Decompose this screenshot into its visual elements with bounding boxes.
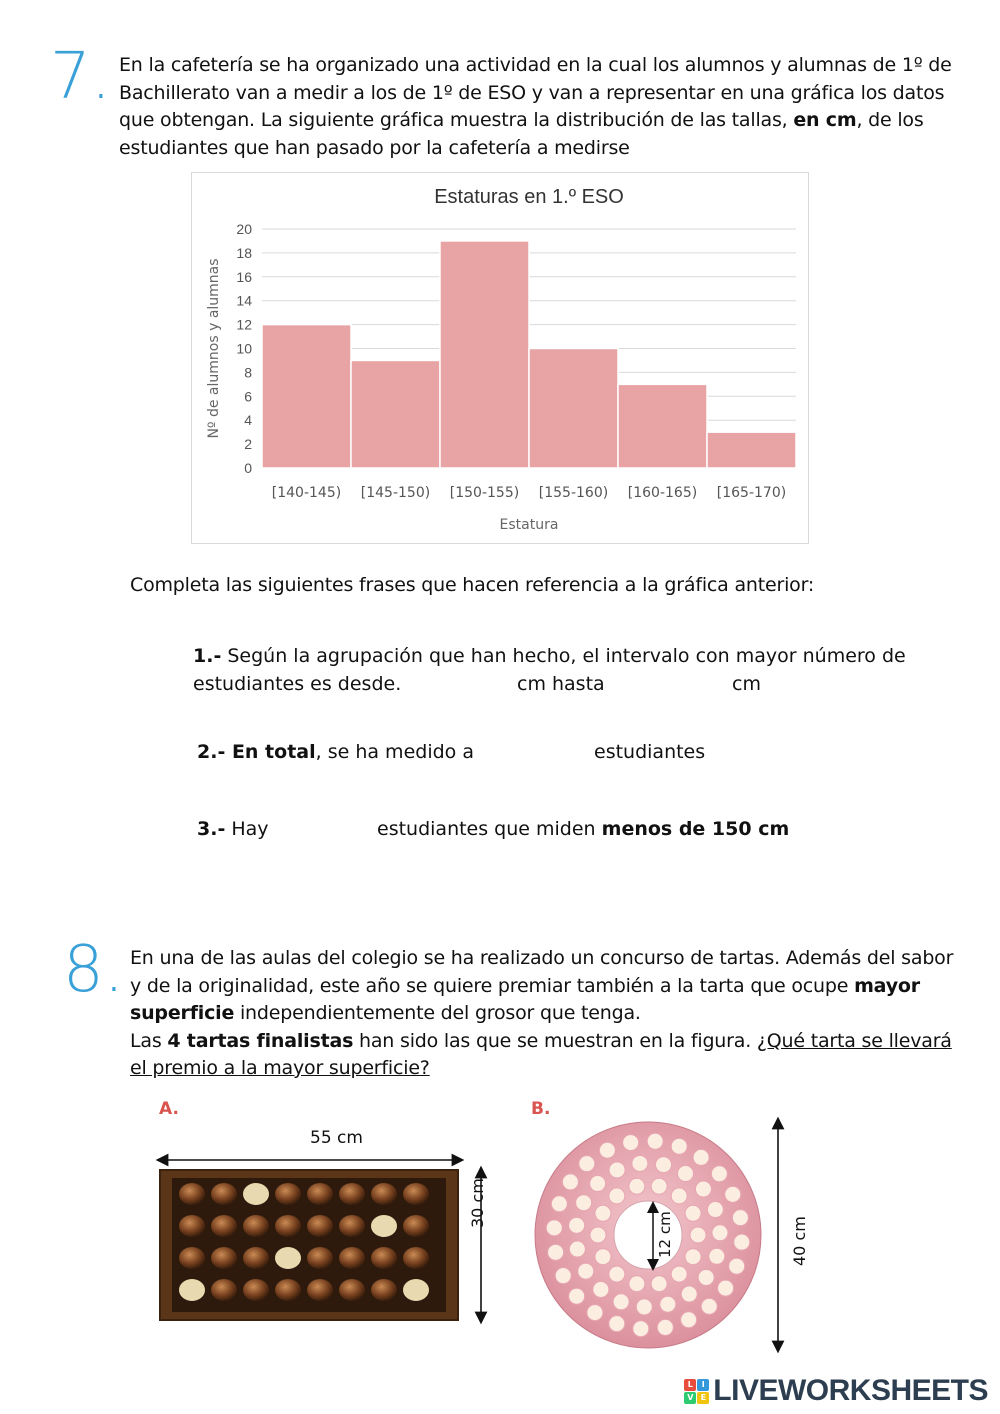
figure-a-width: 55 cm [310, 1128, 363, 1148]
sprinkle-ball [685, 1205, 701, 1221]
sprinkle-ball [629, 1178, 645, 1194]
sprinkle-ball [569, 1241, 585, 1257]
sprinkle-ball [671, 1188, 687, 1204]
p1-text: En una de las aulas del colegio se ha realizado un concurso de tartas. Además del sabor y de la originalidad, este año se quiere premiar también a la tarta que ocupe [130, 947, 954, 997]
bar [529, 349, 618, 469]
q3-bold: menos de 150 cm [601, 818, 790, 840]
sprinkle-ball [647, 1133, 663, 1149]
bar [262, 325, 351, 468]
chocolate-piece [371, 1183, 397, 1205]
bar [351, 360, 440, 468]
intro-bold: en cm [793, 109, 857, 131]
sprinkle-ball [709, 1248, 725, 1264]
sprinkle-ball [711, 1166, 727, 1182]
x-tick-label: [145-150) [360, 485, 431, 501]
p1-bold: mayor superficie [130, 974, 920, 1024]
sprinkle-ball [579, 1156, 595, 1172]
exercise-7-prompt: Completa las siguientes frases que hacen referencia a la gráfica anterior: [130, 574, 815, 596]
sprinkle-ball [681, 1312, 697, 1328]
x-tick-label: [160-165) [627, 485, 698, 501]
chocolate-piece [211, 1183, 237, 1205]
figure-b-label: B. [531, 1099, 551, 1119]
chart-frame [191, 172, 809, 544]
sprinkle-ball [657, 1319, 673, 1335]
x-tick-label: [165-170) [716, 485, 787, 501]
q3-mid: estudiantes que miden [377, 818, 596, 840]
sprinkle-ball [681, 1286, 697, 1302]
exercise-7-intro [119, 52, 959, 162]
sprinkle-ball [690, 1227, 706, 1243]
intro-text-end: , de los estudiantes que han pasado por la cafetería a medirse [119, 109, 924, 159]
question-3 [197, 815, 269, 843]
chocolate-piece [307, 1279, 333, 1301]
logo-cell-v: V [684, 1392, 696, 1404]
y-tick-label: 16 [236, 268, 252, 285]
chocolate-piece [275, 1279, 301, 1301]
chocolate-piece [403, 1215, 429, 1237]
chocolate-piece [275, 1183, 301, 1205]
sprinkle-ball [609, 1188, 625, 1204]
sprinkle-ball [609, 1162, 625, 1178]
chocolate-piece [403, 1183, 429, 1205]
chocolate-piece [243, 1183, 269, 1205]
figure-a-height: 30 cm [468, 1178, 487, 1228]
question-1 [193, 642, 953, 670]
chocolate-piece [371, 1215, 397, 1237]
q1-text: Según la agrupación que han hecho, el intervalo con mayor número de [221, 645, 906, 667]
sprinkle-ball [569, 1217, 585, 1233]
sprinkle-ball [590, 1227, 606, 1243]
q2-tail: estudiantes [594, 741, 706, 763]
q3-tail [377, 815, 789, 843]
figure-a-cake [150, 1120, 510, 1330]
sprinkle-ball [660, 1296, 676, 1312]
bar [618, 384, 707, 468]
q1-line2-mid: cm hasta [517, 673, 605, 695]
sprinkle-ball [678, 1166, 694, 1182]
sprinkle-ball [599, 1142, 615, 1158]
sprinkle-ball [729, 1258, 745, 1274]
p2-question: ¿Qué tarta se llevará el premio a la mayor superficie? [130, 1029, 952, 1079]
chocolate-piece [403, 1247, 429, 1269]
sprinkle-ball [555, 1268, 571, 1284]
y-tick-label: 0 [244, 460, 252, 476]
y-tick-label: 8 [244, 364, 252, 381]
sprinkle-ball [693, 1149, 709, 1165]
sprinkle-ball [609, 1316, 625, 1332]
sprinkle-ball [632, 1155, 648, 1171]
chocolate-piece [339, 1247, 365, 1269]
exercise-8-number: 8. [63, 933, 125, 1007]
sprinkle-ball [576, 1195, 592, 1211]
sprinkle-ball [671, 1266, 687, 1282]
chocolate-piece [243, 1279, 269, 1301]
chart-title: Estaturas en 1.º ESO [434, 186, 624, 208]
y-tick-label: 14 [236, 292, 252, 309]
y-axis-label: Nº de alumnos y alumnas [206, 258, 222, 439]
sprinkle-ball [725, 1186, 741, 1202]
logo-cells [684, 1379, 709, 1404]
x-tick-label: [140-145) [271, 485, 342, 501]
sprinkle-ball [671, 1138, 687, 1154]
sprinkle-ball [732, 1210, 748, 1226]
chocolate-piece [179, 1215, 205, 1237]
chocolate-piece [371, 1279, 397, 1301]
sprinkle-ball [636, 1299, 652, 1315]
sprinkle-ball [623, 1135, 639, 1151]
chocolate-piece [275, 1247, 301, 1269]
sprinkle-ball [595, 1249, 611, 1265]
sprinkle-ball [695, 1181, 711, 1197]
y-tick-label: 20 [236, 221, 252, 237]
logo-cell-i: I [697, 1379, 709, 1391]
sprinkle-ball [562, 1174, 578, 1190]
sprinkle-ball [651, 1178, 667, 1194]
histogram-chart [192, 173, 808, 543]
sprinkle-ball [578, 1263, 594, 1279]
p1-text-end: independientemente del grosor que tenga. [234, 1002, 641, 1024]
question-2 [197, 738, 474, 766]
x-tick-label: [155-160) [538, 485, 609, 501]
chocolate-piece [339, 1215, 365, 1237]
y-tick-label: 12 [236, 316, 252, 333]
exercise-8-intro [130, 945, 965, 1083]
q1-line2-start: estudiantes es desde. [193, 673, 402, 695]
sprinkle-ball [701, 1298, 717, 1314]
q1-number: 1.- [193, 645, 222, 667]
p2-bold: 4 tartas finalistas [167, 1029, 354, 1052]
sprinkle-ball [718, 1280, 734, 1296]
chocolate-piece [307, 1247, 333, 1269]
sprinkle-ball [734, 1234, 750, 1250]
q3-number: 3.- [197, 818, 226, 840]
sprinkle-ball [613, 1294, 629, 1310]
q1-line2-end: cm [732, 673, 761, 695]
sprinkle-ball [712, 1225, 728, 1241]
sprinkle-ball [633, 1321, 649, 1337]
chocolate-piece [307, 1215, 333, 1237]
chocolate-piece [275, 1215, 301, 1237]
chocolate-piece [243, 1215, 269, 1237]
sprinkle-ball [593, 1281, 609, 1297]
liveworksheets-logo [684, 1374, 988, 1408]
sprinkle-ball [551, 1196, 567, 1212]
q3-text: Hay [225, 818, 269, 840]
logo-text: LIVEWORKSHEETS [713, 1374, 988, 1407]
y-tick-label: 18 [236, 244, 252, 261]
exercise-7-number: 7. [50, 40, 112, 114]
sprinkle-ball [595, 1205, 611, 1221]
chocolate-piece [339, 1279, 365, 1301]
intro-text: En la cafetería se ha organizado una actividad en la cual los alumnos y alumnas de 1º de Bachillerato van a medir a los de 1º de ESO y van a representar en una gráfica los datos que obtengan. La siguiente gráfica muestra la distribución de las tallas, [119, 54, 952, 131]
chocolate-piece [179, 1247, 205, 1269]
sprinkle-ball [548, 1244, 564, 1260]
sprinkle-ball [707, 1202, 723, 1218]
chocolate-piece [371, 1247, 397, 1269]
chocolate-piece [211, 1215, 237, 1237]
x-tick-label: [150-155) [449, 485, 520, 501]
p2-text: Las [130, 1029, 168, 1052]
sprinkle-ball [651, 1276, 667, 1292]
figure-b-inner: 12 cm [656, 1211, 674, 1258]
y-tick-label: 10 [236, 340, 252, 357]
sprinkle-ball [590, 1176, 606, 1192]
chocolate-piece [211, 1247, 237, 1269]
sprinkle-ball [685, 1249, 701, 1265]
bar [440, 241, 529, 468]
sprinkle-ball [629, 1276, 645, 1292]
sprinkle-ball [587, 1305, 603, 1321]
chocolate-piece [339, 1183, 365, 1205]
sprinkle-ball [546, 1220, 562, 1236]
logo-cell-e: E [697, 1392, 709, 1404]
y-tick-label: 4 [244, 412, 252, 429]
chocolate-piece [243, 1247, 269, 1269]
chocolate-piece [179, 1183, 205, 1205]
logo-cell-l: L [684, 1379, 696, 1391]
chocolate-piece [211, 1279, 237, 1301]
p2-text-mid: han sido las que se muestran en la figura. [353, 1029, 757, 1052]
sprinkle-ball [698, 1269, 714, 1285]
x-axis-label: Estatura [499, 517, 559, 533]
sprinkle-ball [569, 1288, 585, 1304]
q2-text: , se ha medido a [315, 741, 474, 763]
figure-b-cake [530, 1115, 830, 1355]
figure-a-label: A. [159, 1099, 179, 1119]
chocolate-piece [403, 1279, 429, 1301]
chocolate-piece [179, 1279, 205, 1301]
bar [707, 432, 796, 468]
q2-bold: 2.- En total [197, 741, 316, 763]
sprinkle-ball [656, 1157, 672, 1173]
figure-b-outer: 40 cm [790, 1216, 809, 1266]
y-tick-label: 6 [244, 388, 252, 405]
sprinkle-ball [609, 1266, 625, 1282]
chocolate-piece [307, 1183, 333, 1205]
y-tick-label: 2 [244, 436, 252, 453]
